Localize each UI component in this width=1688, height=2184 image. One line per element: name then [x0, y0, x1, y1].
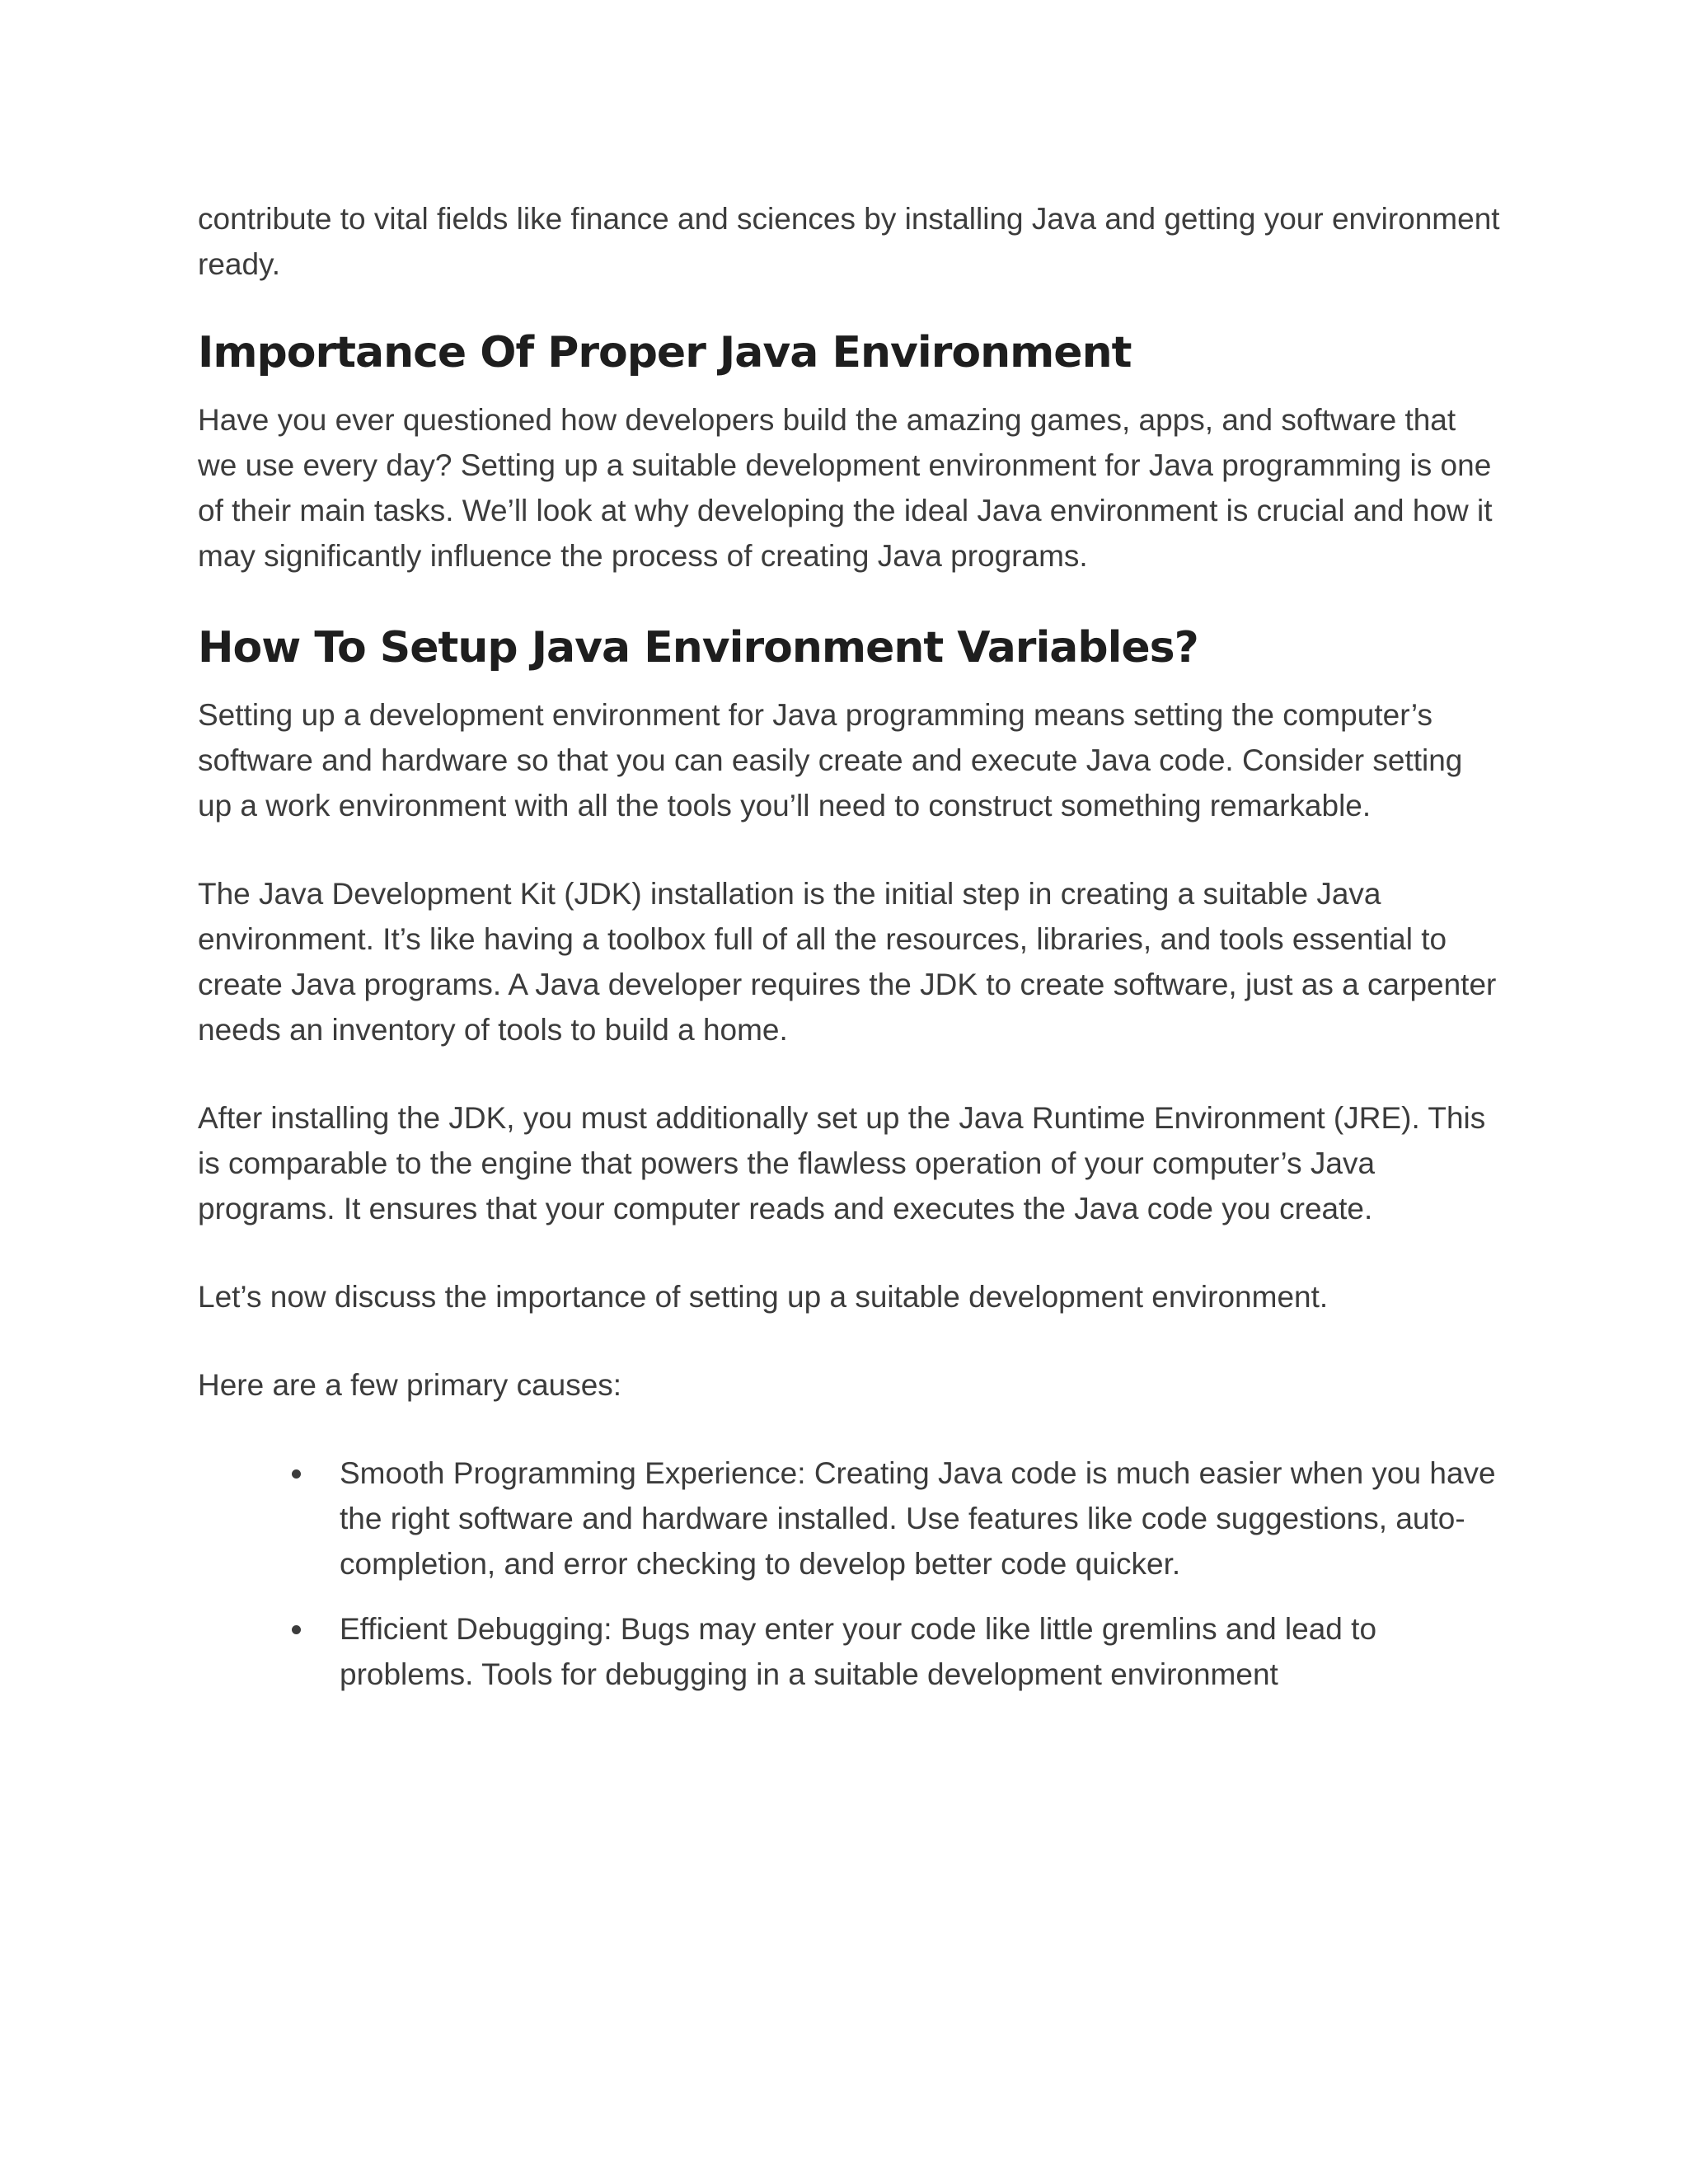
section-heading-importance: Importance Of Proper Java Environment — [198, 328, 1132, 377]
list-item-text: Efficient Debugging: Bugs may enter your code like little gremlins and lead to problems. Tools for debugging in a suitable development environment — [340, 1612, 1377, 1691]
intro-paragraph: contribute to vital fields like finance and sciences by installing Java and getting your environment ready. — [198, 202, 1500, 281]
causes-list — [198, 1451, 1500, 1697]
setup-paragraph-causes: Here are a few primary causes: — [198, 1368, 622, 1402]
bullet-icon — [292, 1469, 301, 1479]
setup-paragraph-jdk: The Java Development Kit (JDK) installation is the initial step in creating a suitable Java environment. It’s like having a toolbox full of all the resources, libraries, and tools essential to create Java programs. A Java developer requires the JDK to create software, just as a carpenter needs an inventory of tools to build a home. — [198, 877, 1497, 1047]
bullet-icon — [292, 1625, 301, 1634]
list-item — [340, 1606, 1500, 1697]
list-item — [340, 1451, 1500, 1586]
section-heading-setup: How To Setup Java Environment Variables? — [198, 623, 1198, 673]
setup-paragraph-intro: Setting up a development environment for Java programming means setting the computer’s software and hardware so that you can easily create and execute Java code. Consider setting up a work environment with all the tools you’ll need to construct something remarkable. — [198, 698, 1463, 823]
list-item-text: Smooth Programming Experience: Creating Java code is much easier when you have the right software and hardware installed. Use features like code suggestions, auto-completion, and error checking to develop better code quicker. — [340, 1456, 1496, 1581]
document-body — [198, 196, 1500, 1717]
setup-paragraph-jre: After installing the JDK, you must additionally set up the Java Runtime Environment (JRE). This is comparable to the engine that powers the flawless operation of your computer’s Java programs. It ensures that your computer reads and executes the Java code you create. — [198, 1101, 1486, 1226]
setup-paragraph-importance: Let’s now discuss the importance of setting up a suitable development environment. — [198, 1280, 1329, 1314]
importance-paragraph: Have you ever questioned how developers build the amazing games, apps, and software that we use every day? Setting up a suitable development environment for Java programming is one of their main tasks. We’ll look at why developing the ideal Java environment is crucial and how it may significantly influence the process of creating Java programs. — [198, 403, 1493, 573]
